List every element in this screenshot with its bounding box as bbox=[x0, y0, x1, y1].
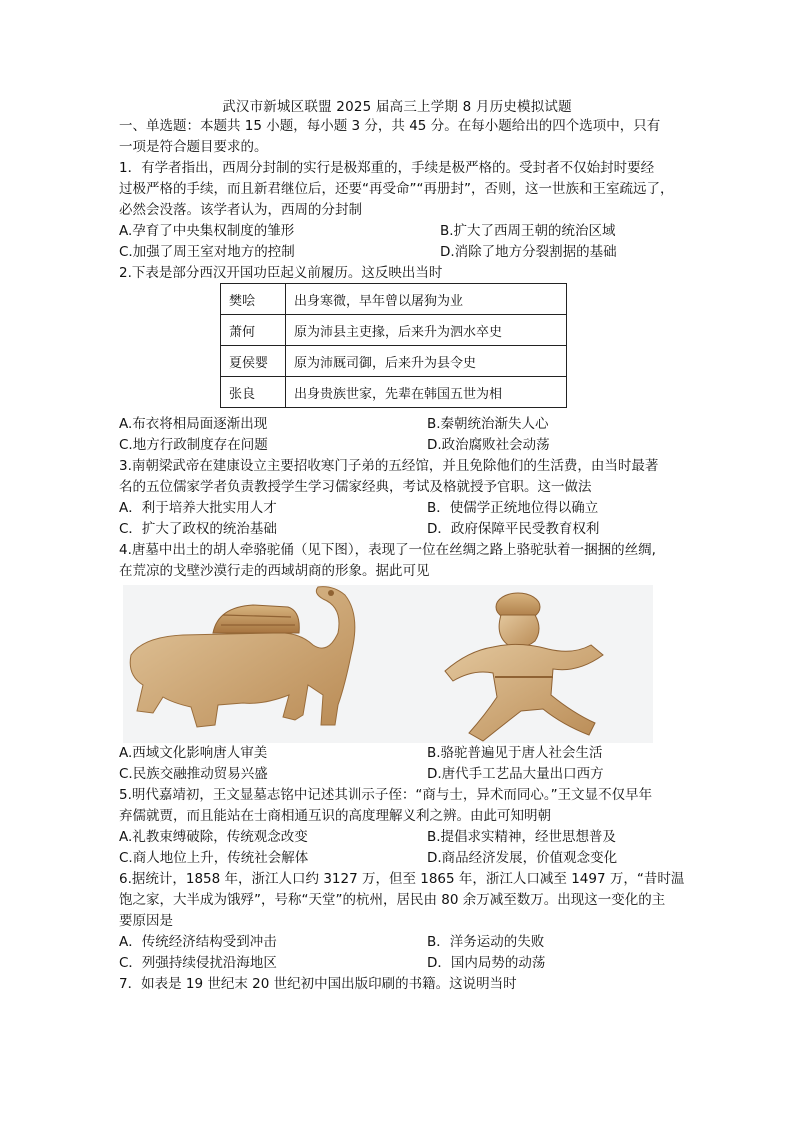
table-cell-name: 夏侯婴 bbox=[221, 346, 286, 377]
q1-option-b: B.扩大了西周王朝的统治区域 bbox=[440, 223, 616, 239]
figure-camel-and-merchant-figurines bbox=[123, 585, 653, 743]
table-cell-name: 萧何 bbox=[221, 315, 286, 346]
q6-option-b: B．洋务运动的失败 bbox=[427, 934, 545, 950]
q1-option-d: D.消除了地方分裂割据的基础 bbox=[440, 244, 617, 260]
q1-stem-line1: 1．有学者指出，西周分封制的实行是极郑重的，手续是极严格的。受封者不仅始封时要经 bbox=[119, 160, 655, 176]
table-row bbox=[221, 284, 567, 315]
table-cell-desc: 出身贵族世家，先辈在韩国五世为相 bbox=[286, 377, 567, 408]
table-cell-desc: 原为沛县主吏掾，后来升为泗水卒史 bbox=[286, 315, 567, 346]
q2-option-b: B.秦朝统治渐失人心 bbox=[427, 416, 549, 432]
q1-option-c: C.加强了周王室对地方的控制 bbox=[119, 244, 295, 260]
q4-option-a: A.西域文化影响唐人审美 bbox=[119, 745, 268, 761]
q6-stem-line1: 6.据统计，1858 年，浙江人口约 3127 万，但至 1865 年，浙江人口减至 1497 万，“昔时温 bbox=[119, 871, 685, 887]
q5-option-d: D.商品经济发展，价值观念变化 bbox=[427, 850, 618, 866]
q5-stem-line2: 弃儒就贾，而且能站在士商相通互识的高度理解义利之辨。由此可知明朝 bbox=[119, 808, 551, 824]
section-heading-line2: 一项是符合题目要求的。 bbox=[119, 139, 268, 155]
table-cell-name: 张良 bbox=[221, 377, 286, 408]
camel-figurine bbox=[130, 587, 355, 727]
exam-title: 武汉市新城区联盟 2025 届高三上学期 8 月历史模拟试题 bbox=[222, 99, 572, 115]
q3-option-b: B．使儒学正统地位得以确立 bbox=[427, 500, 599, 516]
q4-option-d: D.唐代手工艺品大量出口西方 bbox=[427, 766, 604, 782]
merchant-figurine bbox=[445, 593, 603, 741]
q2-stem: 2.下表是部分西汉开国功臣起义前履历。这反映出当时 bbox=[119, 265, 443, 281]
q4-stem-line1: 4.唐墓中出土的胡人牵骆驼俑（见下图），表现了一位在丝绸之路上骆驼驮着一捆捆的丝绸, bbox=[119, 542, 656, 558]
q7-stem: 7．如表是 19 世纪末 20 世纪初中国出版印刷的书籍。这说明当时 bbox=[119, 976, 517, 992]
q2-table bbox=[220, 283, 567, 408]
q3-stem-line2: 名的五位儒家学者负责教授学生学习儒家经典，考试及格就授予官职。这一做法 bbox=[119, 479, 592, 495]
table-row bbox=[221, 315, 567, 346]
q5-option-c: C.商人地位上升，传统社会解体 bbox=[119, 850, 309, 866]
q3-stem-line1: 3.南朝梁武帝在建康设立主要招收寒门子弟的五经馆，并且免除他们的生活费，由当时最著 bbox=[119, 458, 659, 474]
q2-option-a: A.布衣将相局面逐渐出现 bbox=[119, 416, 268, 432]
q3-option-a: A．利于培养大批实用人才 bbox=[119, 500, 277, 516]
table-row bbox=[221, 377, 567, 408]
q3-option-d: D．政府保障平民受教育权利 bbox=[427, 521, 600, 537]
q4-option-c: C.民族交融推动贸易兴盛 bbox=[119, 766, 268, 782]
q5-stem-line1: 5.明代嘉靖初，王文显墓志铭中记述其训示子侄：“商与士，异术而同心。”王文显不仅早年 bbox=[119, 787, 653, 803]
table-cell-desc: 出身寒微，早年曾以屠狗为业 bbox=[286, 284, 567, 315]
q6-stem-line3: 要原因是 bbox=[119, 913, 173, 929]
q1-stem-line2: 过极严格的手续，而且新君继位后，还要“再受命”“再册封”，否则，这一世族和王室疏远了， bbox=[119, 181, 674, 197]
q2-option-c: C.地方行政制度存在问题 bbox=[119, 437, 268, 453]
q5-option-a: A.礼教束缚破除，传统观念改变 bbox=[119, 829, 308, 845]
q4-option-b: B.骆驼普遍见于唐人社会生活 bbox=[427, 745, 603, 761]
q3-option-c: C．扩大了政权的统治基础 bbox=[119, 521, 277, 537]
q5-option-b: B.提倡求实精神，经世思想普及 bbox=[427, 829, 617, 845]
q6-option-d: D．国内局势的动荡 bbox=[427, 955, 546, 971]
q6-option-c: C．列强持续侵扰沿海地区 bbox=[119, 955, 277, 971]
table-cell-desc: 原为沛厩司御，后来升为县令史 bbox=[286, 346, 567, 377]
q6-option-a: A．传统经济结构受到冲击 bbox=[119, 934, 277, 950]
q4-stem-line2: 在荒凉的戈壁沙漠行走的西域胡商的形象。据此可见 bbox=[119, 563, 430, 579]
q1-stem-line3: 必然会没落。该学者认为，西周的分封制 bbox=[119, 202, 362, 218]
table-cell-name: 樊哙 bbox=[221, 284, 286, 315]
table-row bbox=[221, 346, 567, 377]
q1-option-a: A.孕育了中央集权制度的雏形 bbox=[119, 223, 295, 239]
figurine-illustration bbox=[123, 585, 653, 743]
q6-stem-line2: 饱之家，大半成为饿殍”，号称“天堂”的杭州，居民由 80 余万减至数万。出现这一变化的主 bbox=[119, 892, 666, 908]
section-heading-line1: 一、单选题：本题共 15 小题，每小题 3 分，共 45 分。在每小题给出的四个选项中，只有 bbox=[119, 118, 661, 134]
q2-option-d: D.政治腐败社会动荡 bbox=[427, 437, 550, 453]
